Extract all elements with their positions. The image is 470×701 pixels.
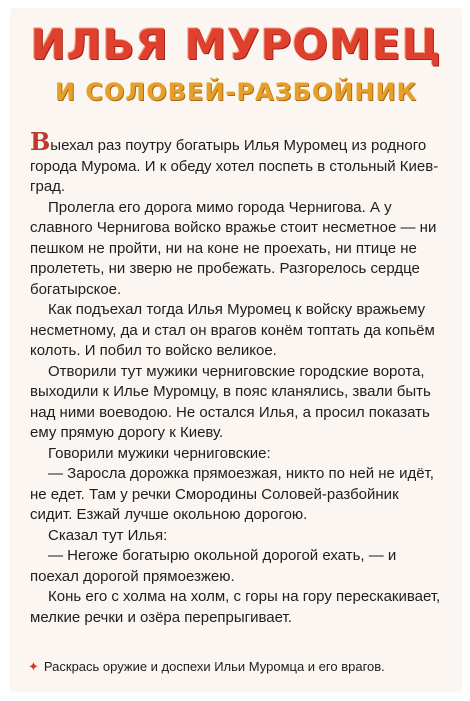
paragraph-2: Пролегла его дорога мимо города Чернигова. А у славного Чернигова войско вражье стоит несметное — ни пешком не пройти, ни на коне не проехать, ни птице не пролететь, ни зверю не пробежать. Разгорелось сердце богатырское. (30, 198, 437, 298)
page-subtitle: И СОЛОВЕЙ-РАЗБОЙНИК (54, 78, 418, 106)
paragraph-6: — Заросла дорожка прямоезжая, никто по ней не идёт, не едет. Там у речки Смородины Соловей-разбойник сидит. Езжай лучше окольною дорогою. (30, 465, 434, 523)
story-text (30, 127, 445, 628)
task-text: Раскрась оружие и доспехи Ильи Муромца и его врагов. (43, 659, 385, 674)
paragraph-9: Конь его с холма на холм, с горы на гору перескакивает, мелкие речки и озёра перепрыгивает. (30, 588, 441, 626)
paragraph-3: Как подъехал тогда Илья Муромец к войску вражьему несметному, да и стал он врагов конём топтать да копьём колоть. И побил то войско великое. (30, 301, 435, 359)
paragraph-4: Отворили тут мужики черниговские городские ворота, выходили к Илье Муромцу, в пояс кланялись, звали быть над ними воеводою. Не остался Илья, а просил показать ему прямую дорогу к Киеву. (30, 362, 431, 441)
paragraph-5: Говорили мужики черниговские: (48, 444, 271, 462)
drop-cap: В (30, 127, 51, 156)
coloring-task (28, 659, 453, 675)
paragraph-1: Выехал раз поутру богатырь Илья Муромец из родного города Мурома. И к обеду хотел поспеть в стольный Киев-град. (30, 127, 439, 195)
paragraph-8: — Негоже богатырю окольной дорогой ехать, — и поехал дорогой прямоезжею. (30, 547, 397, 585)
star-icon: ✦ (28, 659, 39, 674)
page-title: ИЛЬЯ МУРОМЕЦ (30, 20, 442, 69)
paragraph-7: Сказал тут Илья: (48, 526, 168, 544)
book-page (10, 8, 462, 692)
